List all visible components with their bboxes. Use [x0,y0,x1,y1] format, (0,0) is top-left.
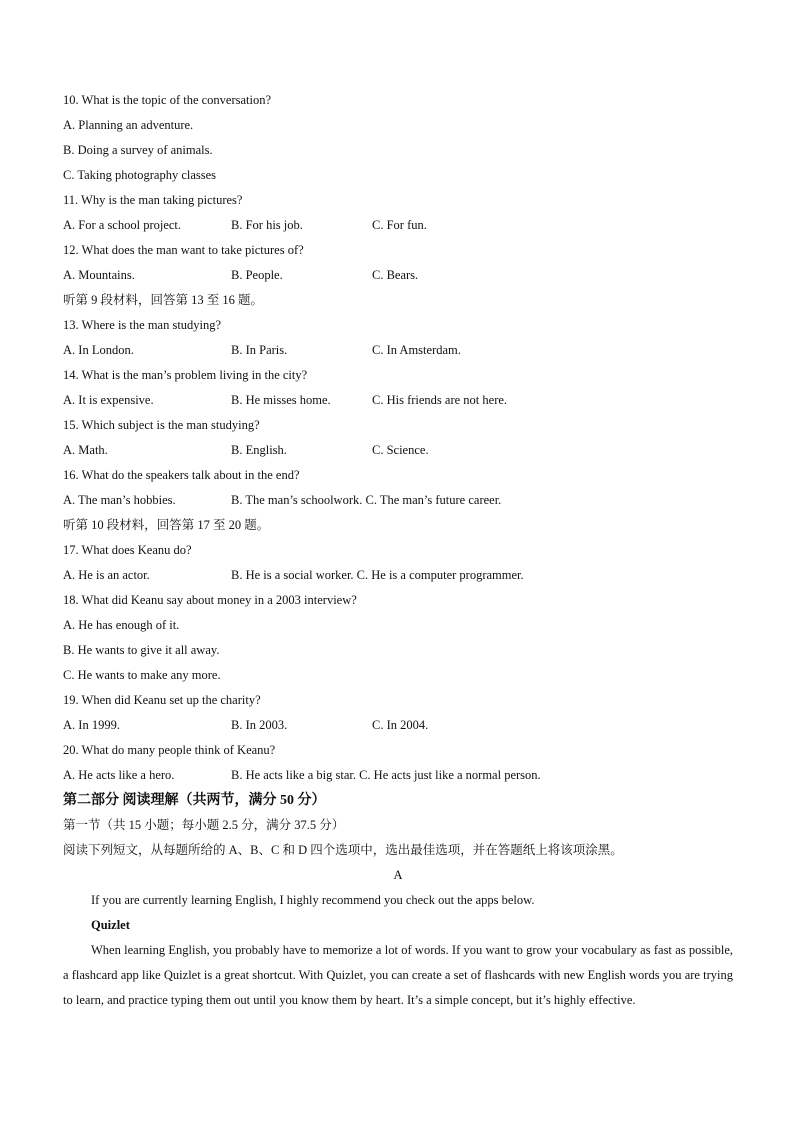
q13-options [63,338,733,363]
q17-option-b: B. He is a social worker. C. He is a computer programmer. [231,568,524,582]
question-14: 14. What is the man’s problem living in the city? [63,368,308,382]
exam-page [63,88,733,1013]
app-title-quizlet: Quizlet [91,918,130,932]
q19-option-b: B. In 2003. [231,718,288,732]
part-2-heading: 第二部分 阅读理解（共两节，满分 50 分） [63,793,326,808]
part-2-subheading: 第一节（共 15 小题；每小题 2.5 分，满分 37.5 分） [63,818,345,832]
question-12: 12. What does the man want to take pictures of? [63,243,304,257]
q15-options [63,438,733,463]
q16-option-b: B. The man’s schoolwork. C. The man’s future career. [231,493,502,507]
question-11: 11. Why is the man taking pictures? [63,193,243,207]
q14-option-b: B. He misses home. [231,393,331,407]
q12-option-b: B. People. [231,268,283,282]
q11-options [63,213,733,238]
question-19: 19. When did Keanu set up the charity? [63,693,261,707]
q11-option-b: B. For his job. [231,218,303,232]
q18-option-a: A. He has enough of it. [63,618,180,632]
q19-option-a: A. In 1999. [63,718,120,732]
q18-option-c: C. He wants to make any more. [63,668,221,682]
question-15: 15. Which subject is the man studying? [63,418,260,432]
q20-option-b: B. He acts like a big star. C. He acts just like a normal person. [231,768,541,782]
quizlet-paragraph: When learning English, you probably have to memorize a lot of words. If you want to grow your vocabulary as fast as possible, a flashcard app like Quizlet is a great shortcut. With Quizlet, you can create a set of flashcards with new English words you are trying to learn, and practice typing them out until you know them by heart. It’s a simple concept, but it’s highly effective. [63,943,733,1007]
q16-options [63,488,733,513]
section-9-instruction: 听第 9 段材料，回答第 13 至 16 题。 [63,293,264,307]
section-10-instruction: 听第 10 段材料，回答第 17 至 20 题。 [63,518,270,532]
q12-option-c: C. Bears. [372,268,419,282]
question-17: 17. What does Keanu do? [63,543,192,557]
q19-options [63,713,733,738]
q15-option-c: C. Science. [372,443,429,457]
q17-options [63,563,733,588]
q10-option-b: B. Doing a survey of animals. [63,143,213,157]
q14-options [63,388,733,413]
question-13: 13. Where is the man studying? [63,318,222,332]
q20-options [63,763,733,788]
q13-option-c: C. In Amsterdam. [372,343,461,357]
q10-option-a: A. Planning an adventure. [63,118,194,132]
q19-option-c: C. In 2004. [372,718,429,732]
question-10: 10. What is the topic of the conversation? [63,93,272,107]
q18-option-b: B. He wants to give it all away. [63,643,220,657]
q11-option-a: A. For a school project. [63,218,182,232]
question-20: 20. What do many people think of Keanu? [63,743,276,757]
q15-option-a: A. Math. [63,443,108,457]
q15-option-b: B. English. [231,443,287,457]
q10-option-c: C. Taking photography classes [63,168,217,182]
q13-option-b: B. In Paris. [231,343,288,357]
q13-option-a: A. In London. [63,343,134,357]
q17-option-a: A. He is an actor. [63,568,150,582]
question-16: 16. What do the speakers talk about in the end? [63,468,300,482]
passage-letter: A [393,868,403,882]
q11-option-c: C. For fun. [372,218,427,232]
q14-option-c: C. His friends are not here. [372,393,508,407]
q12-option-a: A. Mountains. [63,268,135,282]
question-18: 18. What did Keanu say about money in a 2003 interview? [63,593,357,607]
q16-option-a: A. The man’s hobbies. [63,493,176,507]
q14-option-a: A. It is expensive. [63,393,154,407]
part-2-instruction: 阅读下列短文，从每题所给的 A、B、C 和 D 四个选项中，选出最佳选项，并在答题纸上将该项涂黑。 [63,843,623,857]
q12-options [63,263,733,288]
q20-option-a: A. He acts like a hero. [63,768,175,782]
passage-intro: If you are currently learning English, I highly recommend you check out the apps below. [91,893,535,907]
